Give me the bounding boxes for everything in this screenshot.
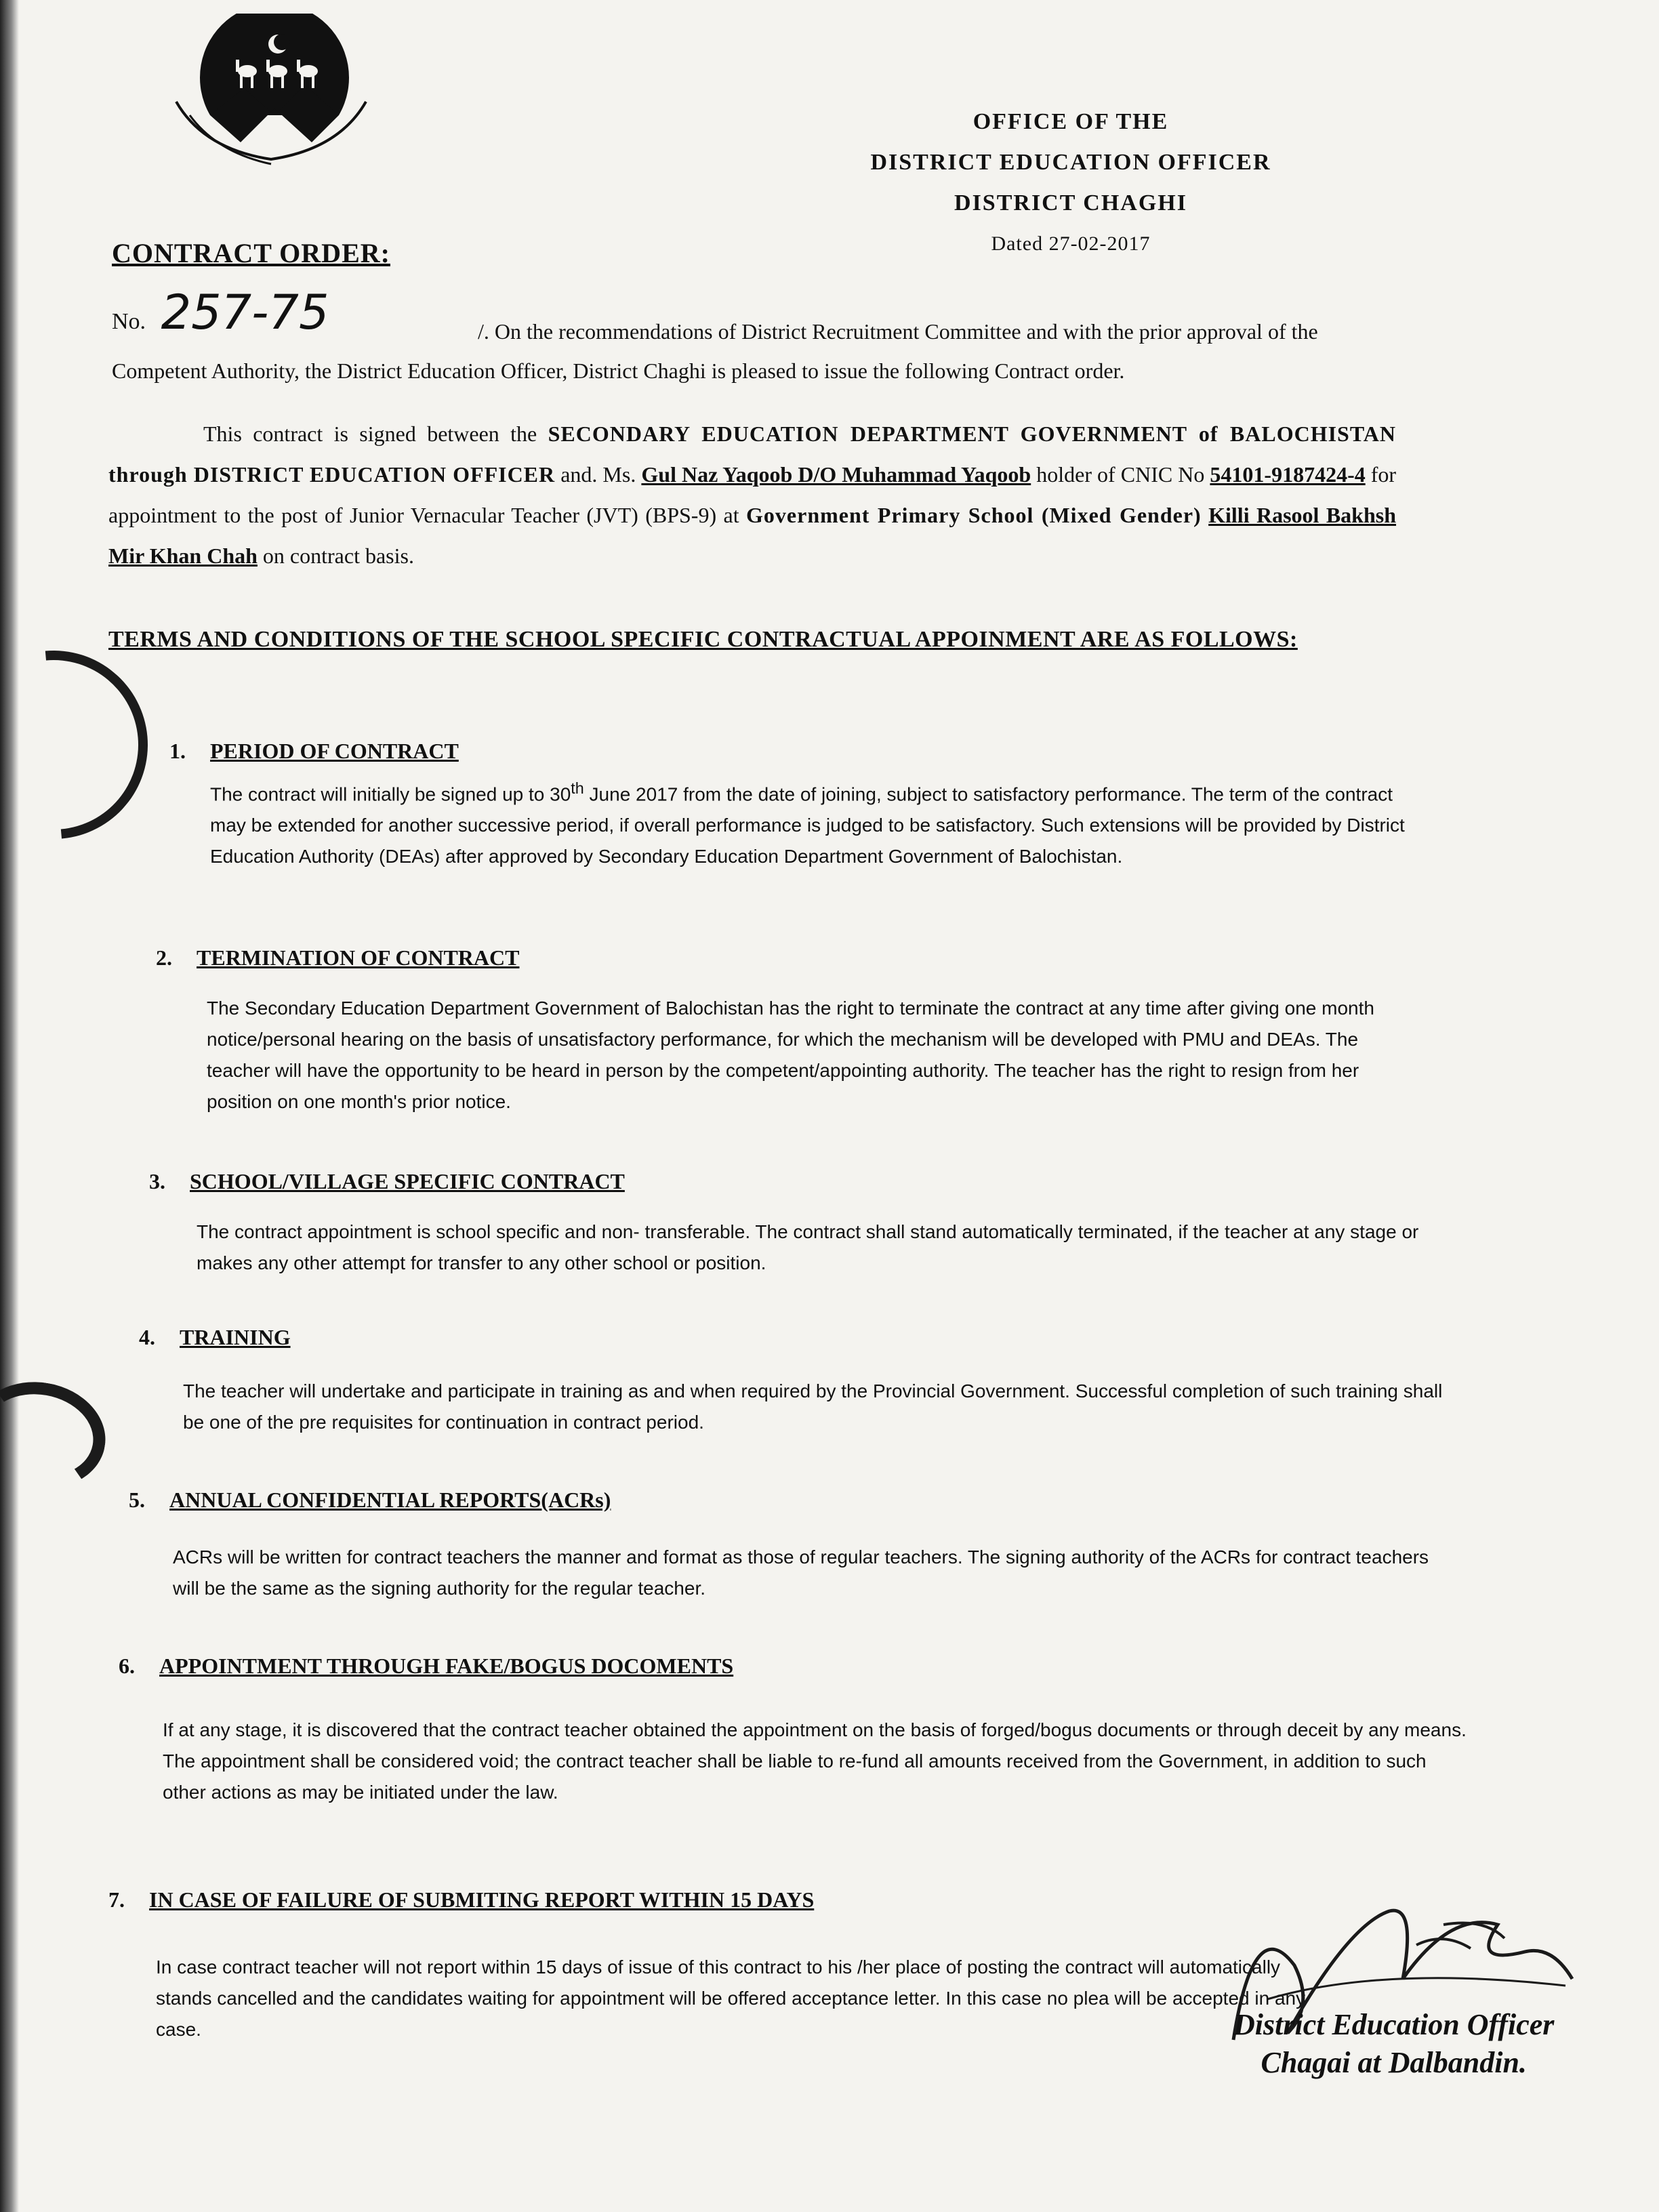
office-line1: OFFICE OF THE — [972, 109, 1169, 134]
section-body: The contract will initially be signed up to 30th June 2017 from the date of joining, subject to satisfactory performance. The term of the contract may be extended for another successive period, if overall performance is judged to be satisfactory. Such extensions will be provided by District Education Authority (DEAs) after approved by Secondary Education Department Government of Balochistan. — [210, 779, 1405, 867]
order-intro — [112, 312, 1399, 390]
government-logo-icon — [163, 14, 380, 183]
section-title: 2. TERMINATION OF CONTRACT — [156, 945, 520, 970]
section-body: If at any stage, it is discovered that the contract teacher obtained the appointment on the basis of forged/bogus documents or through deceit by any means. The appointment shall be considered void; the contract teacher shall be liable to re-fund all amounts received from the Government, in addition to such other actions as may be initiated under the law. — [163, 1719, 1467, 1803]
department-name: SECONDARY EDUCATION DEPARTMENT GOVERNMENT of BALOCHISTAN through DISTRICT EDUCATION OFFICER — [108, 422, 1397, 487]
section-body: The teacher will undertake and participate in training as and when required by the Provincial Government. Successful completion of such training shall be one of the pre requisites for continuation in contract period. — [183, 1380, 1443, 1433]
officer-location: Chagai at Dalbandin. — [1261, 2046, 1527, 2079]
contract-paragraph: This contract is signed between the SECONDARY EDUCATION DEPARTMENT GOVERNMENT of BALOCHISTAN through DISTRICT EDUCATION OFFICER and. Ms. Gul Naz Yaqoob D/O Muhammad Yaqoob holder of CNIC No 54101-9187424-4 for appointment to the post of Junior Vernacular Teacher (JVT) (BPS-9) at Government Primary School (Mixed Gender) Killi Rasool Bakhsh Mir Khan Chah on contract basis. — [108, 422, 1397, 568]
section-body: ACRs will be written for contract teachers the manner and format as those of regular teachers. The signing authority of the ACRs for contract teachers will be the same as the signing authority for the regular teacher. — [173, 1547, 1429, 1599]
office-line2: DISTRICT EDUCATION OFFICER — [870, 150, 1271, 175]
office-header — [834, 102, 1308, 264]
section-title: 6. APPOINTMENT THROUGH FAKE/BOGUS DOCOMENTS — [119, 1654, 734, 1678]
section-body: The contract appointment is school specific and non- transferable. The contract shall stand automatically terminated, if the teacher at any stage or makes any other attempt for transfer to any other school or position. — [197, 1221, 1419, 1273]
officer-stamp — [1233, 2006, 1554, 2082]
section-title: 5. ANNUAL CONFIDENTIAL REPORTS(ACRs) — [129, 1488, 611, 1512]
order-intro-text: /. On the recommendations of District Recruitment Committee and with the prior approval of the Competent Authority, the District Education Officer, District Chaghi is pleased to issue the following Contract order. — [112, 319, 1318, 383]
section-title: 3. SCHOOL/VILLAGE SPECIFIC CONTRACT — [149, 1169, 625, 1193]
school-name: Killi Rasool Bakhsh Mir Khan Chah — [108, 503, 1397, 568]
office-line3: DISTRICT CHAGHI — [954, 190, 1187, 216]
school-prefix: Government Primary School (Mixed Gender) — [746, 503, 1202, 527]
section-title: 7. IN CASE OF FAILURE OF SUBMITING REPORT WITHIN 15 DAYS — [108, 1887, 815, 1912]
scan-edge-shadow — [0, 0, 19, 2212]
section-body: The Secondary Education Department Government of Balochistan has the right to terminate the contract at any time after giving one month notice/personal hearing on the basis of unsatisfactory performance, for which the mechanism will be developed with PMU and DEAs. The teacher will have the opportunity to be heard in person by the competent/appointing authority. The teacher has the right to resign from her position on one month's prior notice. — [207, 998, 1374, 1112]
binder-ring-mark — [0, 1372, 114, 1499]
order-number-label: No. — [112, 309, 146, 334]
terms-heading: TERMS AND CONDITIONS OF THE SCHOOL SPECIFIC CONTRACTUAL APPOINMENT ARE AS FOLLOWS: — [108, 627, 1298, 652]
officer-title: District Education Officer — [1233, 2008, 1555, 2041]
contract-order-title: CONTRACT ORDER: — [112, 238, 390, 268]
section-title: 1. PERIOD OF CONTRACT — [169, 739, 459, 763]
section-title: 4. TRAINING — [139, 1325, 291, 1349]
cnic-number: 54101-9187424-4 — [1210, 462, 1366, 487]
date: Dated 27-02-2017 — [991, 232, 1151, 255]
teacher-name: Gul Naz Yaqoob D/O Muhammad Yaqoob — [641, 462, 1031, 487]
order-number-value: 257-75 — [161, 285, 329, 340]
section-body: In case contract teacher will not report within 15 days of issue of this contract to his /her place of posting the contract will automatically stands cancelled and the candidates waiting for appointment will be offered acceptance letter. In this case no plea will be accepted in any case. — [156, 1957, 1306, 2040]
